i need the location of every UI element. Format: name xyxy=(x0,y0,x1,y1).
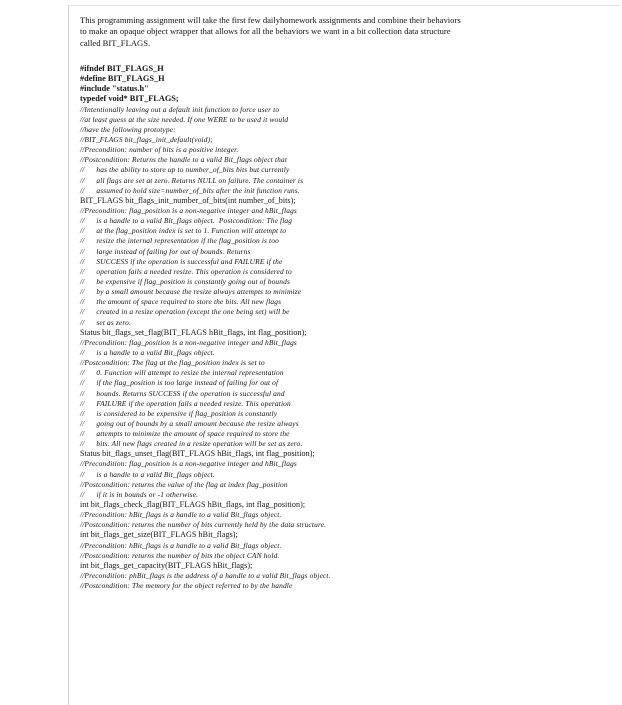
comment-line: // is a handle to a valid Bit_flags object. Postcondition: The flag xyxy=(80,216,293,226)
intro-line: This programming assignment will take the first few dailyhomework assignments and combine their behaviors xyxy=(80,15,461,25)
intro-line: to make an opaque object wrapper that allows for all the behaviors we want in a bit collection data structure xyxy=(80,26,451,37)
comment-line: //BIT_FLAGS bit_flags_init_default(void); xyxy=(80,134,213,144)
comment-line: // at the flag_position index is set to 1. Function will attempt to xyxy=(80,226,287,236)
comment-line: // if the flag_position is too large instead of failing for out of xyxy=(80,378,279,388)
comment-line: // is a handle to a valid Bit_flags object. xyxy=(80,469,215,479)
comment-line: //Precondition: hBit_flags is a handle to a valid Bit_flags object. xyxy=(80,510,282,520)
comment-line: //Postcondition: returns the number of bits currently held by the data structure. xyxy=(80,520,327,530)
comment-line: // set as zero. xyxy=(80,317,131,327)
comment-line: //Precondition: phBit_flags is the address of a handle to a valid Bit_flags object. xyxy=(80,571,331,581)
comment-line: // created in a resize operation (except the one being set) will be xyxy=(80,307,290,317)
comment-line: //Precondition: flag_position is a non-negative integer and hBit_flags xyxy=(80,337,297,347)
declaration-line: BIT_FLAGS bit_flags_init_number_of_bits(int number_of_bits); xyxy=(80,195,296,205)
comment-line: // has the ability to store up to number_of_bits bits but currently xyxy=(80,165,290,175)
preprocessor-line: typedef void* BIT_FLAGS; xyxy=(80,94,179,104)
comment-line: // FAILURE if the operation fails a needed resize. This operation xyxy=(80,398,291,408)
comment-line: // assumed to hold size=number_of_bits after the init function runs. xyxy=(80,185,300,195)
intro-line: called BIT_FLAGS. xyxy=(80,37,151,48)
comment-line: // SUCCESS if the operation is successful and FAILURE if the xyxy=(80,256,283,266)
comment-line: // is considered to be expensive if flag_position is constantly xyxy=(80,408,278,418)
preprocessor-line: #ifndef BIT_FLAGS_H xyxy=(80,64,164,73)
comment-line: //at least guess at the size needed. If one WERE to be used it would xyxy=(80,114,289,124)
comment-line: // the amount of space required to store the bits. All new flags xyxy=(80,297,282,307)
comment-line: // resize the internal representation if the flag_position is too xyxy=(80,236,279,246)
comment-line: // all flags are set at zero. Returns NULL on failure. The container is xyxy=(80,175,304,185)
preprocessor-line: #define BIT_FLAGS_H xyxy=(80,74,165,84)
comment-line: //Intentionally leaving out a default init function to force user to xyxy=(80,104,280,114)
comment-line: // bits. All new flags created in a resize operation will be set as zero. xyxy=(80,439,303,449)
header-file-code-block xyxy=(80,64,618,591)
comment-line: // large instead of failing for out of bounds. Returns xyxy=(80,246,251,256)
comment-line: //have the following prototype: xyxy=(80,124,176,134)
declaration-line: int bit_flags_get_capacity(BIT_FLAGS hBit_flags); xyxy=(80,560,253,570)
comment-line: // by a small amount because the resize always attempts to minimize xyxy=(80,287,302,297)
comment-line: //Precondition: hBit_flags is a handle to a valid Bit_flags object. xyxy=(80,540,282,550)
intro-paragraph xyxy=(80,15,610,49)
comment-line: //Postcondition: Returns the handle to a valid Bit_flags object that xyxy=(80,155,288,165)
declaration-line: int bit_flags_check_flag(BIT_FLAGS hBit_flags, int flag_position); xyxy=(80,500,306,510)
comment-line: //Precondition: flag_position is a non-negative integer and hBit_flags xyxy=(80,459,297,469)
declaration-line: Status bit_flags_unset_flag(BIT_FLAGS hBit_flags, int flag_position); xyxy=(80,449,315,459)
comment-line: // if it is in bounds or -1 otherwise. xyxy=(80,489,199,499)
comment-line: // be expensive if flag_position is constantly going out of bounds xyxy=(80,276,290,286)
comment-line: // is a handle to a valid Bit_flags object. xyxy=(80,347,215,357)
comment-line: //Postcondition: returns the value of the flag at index flag_position xyxy=(80,479,288,489)
comment-line: // 0. Function will attempt to resize the internal representation xyxy=(80,368,284,378)
declaration-line: int bit_flags_get_size(BIT_FLAGS hBit_flags); xyxy=(80,530,238,540)
comment-line: //Postcondition: The flag at the flag_position index is set to xyxy=(80,358,265,368)
comment-line: // going out of bounds by a small amount because the resize always xyxy=(80,418,299,428)
comment-line: // bounds. Returns SUCCESS if the operation is successful and xyxy=(80,388,285,398)
comment-line: // operation fails a needed resize. This operation is considered to xyxy=(80,266,292,276)
comment-line: //Postcondition: The memory for the object referred to by the handle xyxy=(80,581,293,591)
comment-line: //Precondition: number of bits is a positive integer. xyxy=(80,145,239,155)
comment-line: //Postcondition: returns the number of bits the object CAN hold. xyxy=(80,550,280,560)
declaration-line: Status bit_flags_set_flag(BIT_FLAGS hBit_flags, int flag_position); xyxy=(80,327,307,337)
comment-line: //Precondition: flag_position is a non-negative integer and hBit_flags xyxy=(80,205,297,215)
preprocessor-line: #include "status.h" xyxy=(80,84,149,94)
comment-line: // attempts to minimize the amount of space required to store the xyxy=(80,429,290,439)
